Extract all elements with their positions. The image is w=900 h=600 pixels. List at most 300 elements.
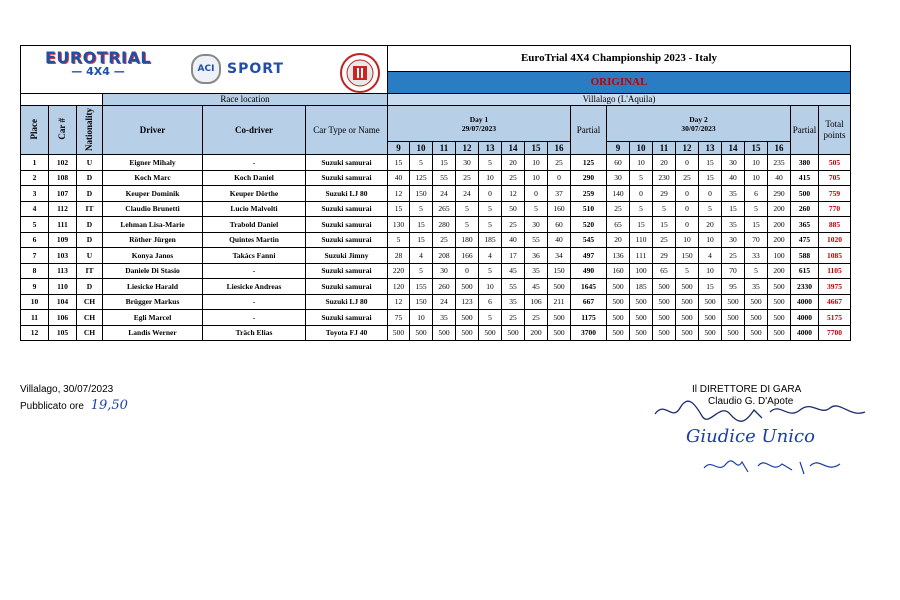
total-points-cell: 1020 [819,232,851,248]
partial2-cell: 365 [791,217,819,233]
day1-score-cell: 35 [433,310,456,326]
table-row [21,310,851,326]
day1-score-cell: 200 [525,325,548,341]
partial2-cell: 4000 [791,310,819,326]
day1-score-cell: 15 [433,155,456,171]
day2-score-cell: 29 [653,186,676,202]
day1-score-cell: 15 [410,232,433,248]
place-cell: 6 [21,232,49,248]
day2-score-cell: 70 [722,263,745,279]
car-number-cell: 109 [49,232,77,248]
original-banner [388,72,851,94]
day1-score-cell: 5 [525,201,548,217]
day1-score-cell: 12 [388,294,410,310]
partial2-cell: 588 [791,248,819,264]
director-title: Il DIRETTORE DI GARA [692,384,802,395]
total-points-cell: 7700 [819,325,851,341]
day2-score-cell: 15 [699,155,722,171]
partial2-cell: 415 [791,170,819,186]
day1-score-cell: 5 [388,232,410,248]
day2-score-cell: 15 [722,201,745,217]
nationality-cell: D [77,170,103,186]
day1-score-cell: 55 [502,279,525,295]
total-points-cell: 505 [819,155,851,171]
total-points-cell: 3975 [819,279,851,295]
partial1-cell: 290 [571,170,607,186]
table-row [21,155,851,171]
car-number-cell: 113 [49,263,77,279]
day1-score-cell: 37 [548,186,571,202]
col-car-type [306,106,388,155]
day1-score-cell: 185 [479,232,502,248]
day2-header [607,106,791,142]
partial2-cell: 4000 [791,325,819,341]
car-number-cell: 102 [49,155,77,171]
day1-score-cell: 55 [525,232,548,248]
day1-score-cell: 12 [502,186,525,202]
col-car [49,106,77,155]
car-number-cell: 112 [49,201,77,217]
car-number-cell: 103 [49,248,77,264]
col-driver: Driver [103,106,203,155]
day1-score-cell: 40 [548,232,571,248]
day2-score-cell: 500 [676,310,699,326]
day2-score-cell: 500 [745,310,768,326]
day2-score-cell: 6 [745,186,768,202]
day2-score-cell: 25 [653,232,676,248]
partial1-cell: 125 [571,155,607,171]
codriver-cell: - [203,294,306,310]
day2-score-cell: 500 [768,279,791,295]
table-row [21,170,851,186]
partial1-cell: 510 [571,201,607,217]
codriver-cell: Träch Elias [203,325,306,341]
day1-score-cell: 220 [388,263,410,279]
car-number-cell: 110 [49,279,77,295]
day2-score-cell: 30 [722,155,745,171]
place-cell: 1 [21,155,49,171]
day2-score-cell: 40 [722,170,745,186]
day2-score-cell: 500 [630,294,653,310]
col-car-type-label: Car Type or Name [313,124,380,135]
d2-section-9: 9 [607,142,630,155]
day1-score-cell: 160 [548,201,571,217]
day2-score-cell: 235 [768,155,791,171]
day2-score-cell: 15 [630,217,653,233]
day1-score-cell: 5 [479,217,502,233]
director-name: Claudio G. D'Apote [708,396,794,407]
signature-icon [650,396,870,428]
day2-score-cell: 65 [607,217,630,233]
day1-score-cell: 4 [479,248,502,264]
car-type-cell: Suzuki Jimny [306,248,388,264]
d1-section-16: 16 [548,142,571,155]
day1-score-cell: 45 [525,279,548,295]
day2-score-cell: 0 [699,186,722,202]
day1-score-cell: 28 [388,248,410,264]
col-codriver: Co-driver [203,106,306,155]
total-points-cell: 759 [819,186,851,202]
day1-score-cell: 15 [388,201,410,217]
table-row [21,232,851,248]
partial1-cell: 497 [571,248,607,264]
day2-score-cell: 95 [722,279,745,295]
driver-cell: Brügger Markus [103,294,203,310]
d1-section-12: 12 [456,142,479,155]
nationality-cell: U [77,155,103,171]
day2-score-cell: 25 [607,201,630,217]
driver-cell: Daniele Di Stasio [103,263,203,279]
d2-section-11: 11 [653,142,676,155]
day2-score-cell: 500 [676,279,699,295]
day2-score-cell: 20 [699,217,722,233]
day2-score-cell: 500 [722,325,745,341]
aci-sport-logo: ACI SPORT [191,54,284,84]
day2-score-cell: 185 [630,279,653,295]
day1-score-cell: 30 [456,155,479,171]
nationality-cell: CH [77,325,103,341]
nationality-cell: U [77,248,103,264]
day2-score-cell: 5 [630,170,653,186]
place-cell: 5 [21,217,49,233]
day2-score-cell: 500 [607,310,630,326]
day1-score-cell: 500 [479,325,502,341]
car-number-cell: 104 [49,294,77,310]
day2-score-cell: 500 [722,310,745,326]
driver-cell: Landis Werner [103,325,203,341]
second-signature-icon [700,452,850,478]
col-partial-2: Partial [791,106,819,155]
championship-title: EuroTrial 4X4 Championship 2023 - Italy [388,46,851,72]
col-total-label: Total points [823,119,846,140]
day1-score-cell: 500 [433,325,456,341]
day1-score-cell: 500 [548,310,571,326]
day1-score-cell: 25 [525,310,548,326]
day2-score-cell: 29 [653,248,676,264]
total-points-cell: 1085 [819,248,851,264]
table-row [21,217,851,233]
day1-score-cell: 500 [456,279,479,295]
day2-score-cell: 33 [745,248,768,264]
car-type-cell: Suzuki samurai [306,170,388,186]
day2-score-cell: 10 [745,170,768,186]
place-cell: 9 [21,279,49,295]
day1-score-cell: 35 [502,294,525,310]
table-row [21,263,851,279]
day1-score-cell: 150 [410,294,433,310]
original-label: ORIGINAL [590,76,648,88]
d1-section-15: 15 [525,142,548,155]
d2-section-13: 13 [699,142,722,155]
day1-score-cell: 0 [456,263,479,279]
day2-score-cell: 500 [676,294,699,310]
table-row [21,294,851,310]
day2-score-cell: 500 [768,310,791,326]
day1-score-cell: 5 [479,155,502,171]
day2-score-cell: 100 [768,248,791,264]
day2-score-cell: 10 [745,155,768,171]
driver-cell: Claudio Brunetti [103,201,203,217]
day1-score-cell: 125 [410,170,433,186]
day2-score-cell: 136 [607,248,630,264]
day2-score-cell: 15 [699,279,722,295]
day2-score-cell: 0 [676,217,699,233]
partial1-cell: 3700 [571,325,607,341]
day2-score-cell: 35 [722,217,745,233]
partial1-cell: 1175 [571,310,607,326]
day2-score-cell: 15 [653,217,676,233]
day1-score-cell: 130 [388,217,410,233]
day1-score-cell: 106 [525,294,548,310]
car-number-cell: 105 [49,325,77,341]
table-row [21,201,851,217]
day1-header [388,106,571,142]
nationality-cell: D [77,279,103,295]
place-date: Villalago, 30/07/2023 [20,384,114,395]
codriver-cell: Liesicke Andreas [203,279,306,295]
car-type-cell: Suzuki samurai [306,279,388,295]
race-location-value: Villalago (L'Aquila) [388,94,851,106]
d1-section-11: 11 [433,142,456,155]
day2-score-cell: 500 [630,310,653,326]
partial1-cell: 520 [571,217,607,233]
day1-score-cell: 10 [479,279,502,295]
day2-score-cell: 230 [653,170,676,186]
day2-score-cell: 500 [768,325,791,341]
day1-label: Day 1 [469,114,489,124]
d1-section-10: 10 [410,142,433,155]
partial1-cell: 667 [571,294,607,310]
partial1-cell: 490 [571,263,607,279]
car-number-cell: 108 [49,170,77,186]
car-number-cell: 107 [49,186,77,202]
day1-score-cell: 10 [479,170,502,186]
day1-score-cell: 45 [502,263,525,279]
day2-score-cell: 500 [653,325,676,341]
nationality-cell: D [77,232,103,248]
day2-score-cell: 65 [653,263,676,279]
day2-score-cell: 500 [653,294,676,310]
day2-score-cell: 0 [676,201,699,217]
day2-score-cell: 140 [607,186,630,202]
day2-score-cell: 500 [607,294,630,310]
col-partial-1: Partial [571,106,607,155]
total-points-cell: 705 [819,170,851,186]
day1-score-cell: 24 [433,186,456,202]
driver-cell: Eigner Mihaly [103,155,203,171]
day1-score-cell: 6 [479,294,502,310]
partial2-cell: 380 [791,155,819,171]
col-car-label: Car # [57,118,67,141]
day1-score-cell: 30 [433,263,456,279]
day1-score-cell: 0 [479,186,502,202]
nationality-cell: IT [77,263,103,279]
day2-score-cell: 111 [630,248,653,264]
day1-score-cell: 35 [525,263,548,279]
day1-score-cell: 17 [502,248,525,264]
day1-score-cell: 150 [548,263,571,279]
d2-section-15: 15 [745,142,768,155]
col-place-label: Place [29,119,39,140]
day2-score-cell: 500 [630,325,653,341]
day2-score-cell: 160 [607,263,630,279]
day1-score-cell: 24 [433,294,456,310]
eurotrial-logo: EUROTRIAL — 4X4 — [44,48,152,78]
col-nationality [77,106,103,155]
day1-score-cell: 150 [410,186,433,202]
total-points-cell: 4667 [819,294,851,310]
day1-score-cell: 50 [502,201,525,217]
place-cell: 11 [21,310,49,326]
published-time: 19,50 [90,398,128,413]
day1-score-cell: 34 [548,248,571,264]
giudice-unico-handwriting: Giudice Unico [686,426,815,447]
day2-score-cell: 20 [653,155,676,171]
day1-score-cell: 25 [548,155,571,171]
day1-score-cell: 0 [525,186,548,202]
partial2-cell: 2330 [791,279,819,295]
place-cell: 2 [21,170,49,186]
results-table [20,45,851,341]
day2-score-cell: 500 [653,310,676,326]
partial2-cell: 4000 [791,294,819,310]
day2-score-cell: 5 [745,201,768,217]
day1-score-cell: 5 [456,201,479,217]
d1-section-14: 14 [502,142,525,155]
place-cell: 8 [21,263,49,279]
day1-score-cell: 10 [525,155,548,171]
col-total [819,106,851,155]
codriver-cell: - [203,310,306,326]
codriver-cell: Koch Daniel [203,170,306,186]
codriver-cell: Takács Fanni [203,248,306,264]
driver-cell: Liesicke Harald [103,279,203,295]
published-label: Pubblicato ore [20,401,84,412]
day1-score-cell: 10 [525,170,548,186]
driver-cell: Egli Marcel [103,310,203,326]
d1-section-9: 9 [388,142,410,155]
day1-score-cell: 260 [433,279,456,295]
table-row [21,325,851,341]
day1-score-cell: 500 [548,279,571,295]
table-row [21,279,851,295]
day1-date: 29/07/2023 [461,123,497,133]
day2-score-cell: 500 [699,294,722,310]
day2-score-cell: 500 [745,294,768,310]
partial1-cell: 545 [571,232,607,248]
day2-score-cell: 200 [768,263,791,279]
place-cell: 10 [21,294,49,310]
partial1-cell: 1645 [571,279,607,295]
car-type-cell: Suzuki LJ 80 [306,294,388,310]
partial2-cell: 500 [791,186,819,202]
codriver-cell: Trabold Daniel [203,217,306,233]
car-type-cell: Suzuki LJ 80 [306,186,388,202]
day1-score-cell: 208 [433,248,456,264]
d2-section-16: 16 [768,142,791,155]
day2-score-cell: 500 [722,294,745,310]
day2-score-cell: 0 [630,186,653,202]
col-place [21,106,49,155]
driver-cell: Röther Jürgen [103,232,203,248]
day2-score-cell: 100 [630,263,653,279]
day2-score-cell: 200 [768,217,791,233]
day1-score-cell: 123 [456,294,479,310]
driver-cell: Konya Janos [103,248,203,264]
day2-score-cell: 15 [699,170,722,186]
day2-score-cell: 10 [699,263,722,279]
day2-score-cell: 0 [676,155,699,171]
day2-score-cell: 200 [768,232,791,248]
total-points-cell: 5175 [819,310,851,326]
place-cell: 12 [21,325,49,341]
day2-score-cell: 110 [630,232,653,248]
day1-score-cell: 4 [410,248,433,264]
day1-score-cell: 40 [502,232,525,248]
day2-score-cell: 5 [630,201,653,217]
day2-score-cell: 500 [699,310,722,326]
driver-cell: Keuper Dominik [103,186,203,202]
day1-score-cell: 25 [456,170,479,186]
d2-section-12: 12 [676,142,699,155]
day2-score-cell: 35 [745,279,768,295]
day1-score-cell: 15 [410,217,433,233]
day2-score-cell: 10 [630,155,653,171]
nationality-cell: CH [77,310,103,326]
total-points-cell: 770 [819,201,851,217]
day2-score-cell: 5 [699,201,722,217]
day2-score-cell: 290 [768,186,791,202]
car-type-cell: Suzuki samurai [306,155,388,171]
partial1-cell: 259 [571,186,607,202]
partial2-cell: 615 [791,263,819,279]
d2-section-14: 14 [722,142,745,155]
nationality-cell: IT [77,201,103,217]
day1-score-cell: 211 [548,294,571,310]
partial2-cell: 260 [791,201,819,217]
day2-score-cell: 500 [607,279,630,295]
day1-score-cell: 500 [502,325,525,341]
day2-score-cell: 25 [722,248,745,264]
day2-score-cell: 5 [745,263,768,279]
nationality-cell: D [77,186,103,202]
day2-score-cell: 25 [676,170,699,186]
day2-score-cell: 35 [722,186,745,202]
day2-score-cell: 30 [607,170,630,186]
d1-section-13: 13 [479,142,502,155]
place-cell: 4 [21,201,49,217]
nationality-cell: CH [77,294,103,310]
federation-seal-icon [339,52,381,94]
day1-score-cell: 5 [479,201,502,217]
day2-date: 30/07/2023 [681,123,716,133]
car-number-cell: 111 [49,217,77,233]
day2-score-cell: 500 [653,279,676,295]
codriver-cell: - [203,155,306,171]
codriver-cell: Lucio Malvolti [203,201,306,217]
day1-score-cell: 10 [410,310,433,326]
day1-score-cell: 5 [410,263,433,279]
col-nationality-label: Nationality [84,107,94,151]
day1-score-cell: 5 [479,263,502,279]
day2-score-cell: 500 [676,325,699,341]
day1-score-cell: 500 [456,310,479,326]
car-number-cell: 106 [49,310,77,326]
codriver-cell: - [203,263,306,279]
codriver-cell: Keuper Dörthe [203,186,306,202]
day1-score-cell: 60 [548,217,571,233]
day2-score-cell: 500 [699,325,722,341]
